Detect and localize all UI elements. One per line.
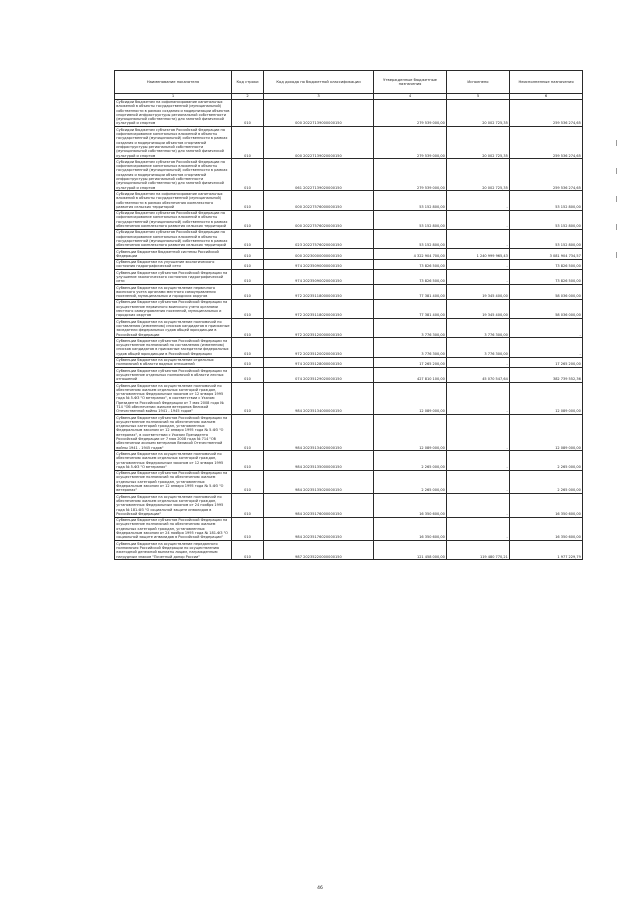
cell-approved: 427 810 100,00 bbox=[374, 368, 447, 383]
cell-line-code: 010 bbox=[232, 259, 264, 270]
cell-budget-code: 984 20235176020000150 bbox=[264, 517, 374, 540]
cell-approved: 73 826 500,00 bbox=[374, 270, 447, 285]
cell-budget-code: 984 20235135000000150 bbox=[264, 451, 374, 470]
cell-name: Субвенции бюджетам на улучшение экологического состояния гидрографической сети bbox=[115, 259, 232, 270]
cell-unexecuted: 58 036 000,00 bbox=[510, 285, 583, 300]
table-row bbox=[115, 159, 583, 191]
cell-approved: 4 322 904 700,00 bbox=[374, 249, 447, 260]
header-executed: Исполнено bbox=[447, 71, 510, 94]
cell-budget-code: 972 20235120020000150 bbox=[264, 338, 374, 357]
cell-executed: - bbox=[447, 470, 510, 493]
cell-name: Субвенции бюджетам на осуществление переданного полномочия Российской Федерации по осуществлению ежегодной денежной выплаты лицам, награжденным нагрудным знаком "Почетный донор России" bbox=[115, 541, 232, 560]
table-row bbox=[115, 415, 583, 451]
cell-name: Субвенции бюджетам субъектов Российской Федерации на осуществление первичного воинского учета органами местного самоуправления поселений, муниципальных и городских округов bbox=[115, 299, 232, 318]
cell-line-code: 010 bbox=[232, 270, 264, 285]
cell-approved: 3 776 300,00 bbox=[374, 338, 447, 357]
edge-mark bbox=[616, 252, 617, 258]
cell-unexecuted: 16 350 600,00 bbox=[510, 494, 583, 517]
cell-line-code: 010 bbox=[232, 159, 264, 191]
cell-name: Субсидии бюджетам на софинансирование капитальных вложений в объекты государственной (муниципальной) собственности в рамках обеспечения комплексного развития сельских территорий bbox=[115, 191, 232, 210]
cell-executed: 19 345 400,00 bbox=[447, 285, 510, 300]
cell-budget-code: 984 20235135020000150 bbox=[264, 470, 374, 493]
cell-executed: - bbox=[447, 210, 510, 229]
cell-budget-code: 987 20235220000000150 bbox=[264, 541, 374, 560]
cell-unexecuted: - bbox=[510, 319, 583, 338]
column-number: 4 bbox=[374, 94, 447, 100]
header-approved: Утвержденные бюджетные назначения bbox=[374, 71, 447, 94]
cell-executed: 45 070 547,64 bbox=[447, 368, 510, 383]
cell-line-code: 010 bbox=[232, 285, 264, 300]
column-number: 2 bbox=[232, 94, 264, 100]
edge-mark bbox=[616, 140, 617, 146]
cell-line-code: 010 bbox=[232, 99, 264, 127]
cell-executed: - bbox=[447, 270, 510, 285]
cell-executed: - bbox=[447, 357, 510, 368]
cell-budget-code: 000 20227139000000150 bbox=[264, 99, 374, 127]
table-row bbox=[115, 270, 583, 285]
column-number: 3 bbox=[264, 94, 374, 100]
table-row bbox=[115, 191, 583, 210]
table-row bbox=[115, 338, 583, 357]
cell-line-code: 010 bbox=[232, 368, 264, 383]
cell-executed: 1 240 999 965,43 bbox=[447, 249, 510, 260]
table-row bbox=[115, 210, 583, 229]
cell-approved: 53 152 800,00 bbox=[374, 191, 447, 210]
page-number: 46 bbox=[317, 886, 323, 891]
cell-line-code: 010 bbox=[232, 319, 264, 338]
cell-name: Субвенции бюджетам на осуществление полномочий по обеспечению жильем отдельных категорий граждан, установленных Федеральным законом от 24 ноября 1995 года № 181-ФЗ "О социальной защите инвалидов в Российской Федерации" bbox=[115, 494, 232, 517]
cell-name: Субвенции бюджетам на осуществление отдельных полномочий в области водных отношений bbox=[115, 357, 232, 368]
cell-approved: 53 152 800,00 bbox=[374, 210, 447, 229]
cell-name: Субвенции бюджетам субъектов Российской Федерации на улучшение экологического состояния гидрографической сети bbox=[115, 270, 232, 285]
cell-line-code: 010 bbox=[232, 210, 264, 229]
cell-budget-code: 974 20235090020000150 bbox=[264, 270, 374, 285]
cell-approved: 2 265 000,00 bbox=[374, 451, 447, 470]
cell-executed: 119 480 770,21 bbox=[447, 541, 510, 560]
cell-executed: - bbox=[447, 191, 510, 210]
header-kbk: Код дохода по бюджетной классификации bbox=[264, 71, 374, 94]
cell-unexecuted: 259 536 274,65 bbox=[510, 127, 583, 159]
column-number: 1 bbox=[115, 94, 232, 100]
cell-name: Субсидии бюджетам на софинансирование капитальных вложений в объекты государственной (муниципальной) собственности в рамках создания и модернизации объектов спортивной инфраструктуры региональной собственности (муниципальной собственности) для занятий физической культурой и спортом bbox=[115, 99, 232, 127]
cell-budget-code: 974 20235128000000150 bbox=[264, 357, 374, 368]
table-row bbox=[115, 99, 583, 127]
cell-name: Субвенции бюджетам на осуществление полномочий по обеспечению жильем отдельных категорий граждан, установленных Федеральным законом от 12 января 1995 года № 5-ФЗ "О ветеранах" bbox=[115, 451, 232, 470]
cell-approved: 279 539 000,00 bbox=[374, 159, 447, 191]
cell-line-code: 010 bbox=[232, 470, 264, 493]
cell-line-code: 010 bbox=[232, 494, 264, 517]
cell-line-code: 010 bbox=[232, 517, 264, 540]
cell-approved: 53 152 800,00 bbox=[374, 229, 447, 248]
cell-unexecuted: 73 826 500,00 bbox=[510, 259, 583, 270]
cell-line-code: 010 bbox=[232, 127, 264, 159]
cell-unexecuted: 53 152 800,00 bbox=[510, 191, 583, 210]
cell-name: Субвенции бюджетам субъектов Российской Федерации на осуществление полномочий по составлению (изменению) списков кандидатов в присяжные заседатели федеральных судов общей юрисдикции в Российской Федерации bbox=[115, 338, 232, 357]
cell-unexecuted: 382 739 552,36 bbox=[510, 368, 583, 383]
cell-unexecuted: 58 036 000,00 bbox=[510, 299, 583, 318]
cell-line-code: 010 bbox=[232, 191, 264, 210]
cell-budget-code: 972 20235120000000150 bbox=[264, 319, 374, 338]
cell-name: Субвенции бюджетам субъектов Российской Федерации на осуществление полномочий по обеспечению жильем отдельных категорий граждан, установленных Федеральным законом от 12 января 1995 года № 5-ФЗ "О ветеранах", в соответствии с Указом Президента Российской Федерации от 7 мая 2008 года № 714 "Об обеспечении жильем ветеранов Великой Отечественной войны 1941 - 1945 годов" bbox=[115, 415, 232, 451]
cell-executed: - bbox=[447, 383, 510, 415]
cell-line-code: 010 bbox=[232, 299, 264, 318]
table-row bbox=[115, 127, 583, 159]
cell-name: Субсидии бюджетам субъектов Российской Федерации на софинансирование капитальных вложений в объекты государственной (муниципальной) собственности в рамках создания и модернизации объектов спортивной инфраструктуры региональной собственности (муниципальной собственности) для занятий физической культурой и спортом bbox=[115, 127, 232, 159]
cell-unexecuted: 12 089 000,00 bbox=[510, 415, 583, 451]
cell-unexecuted: 1 977 229,79 bbox=[510, 541, 583, 560]
budget-execution-table bbox=[114, 70, 583, 560]
header-code: Код строки bbox=[232, 71, 264, 94]
cell-budget-code: 000 20230000000000150 bbox=[264, 249, 374, 260]
table-row bbox=[115, 470, 583, 493]
table-row bbox=[115, 494, 583, 517]
cell-line-code: 010 bbox=[232, 357, 264, 368]
cell-unexecuted: 3 081 904 734,57 bbox=[510, 249, 583, 260]
table-row bbox=[115, 383, 583, 415]
table-row bbox=[115, 285, 583, 300]
cell-budget-code: 074 20235129020000150 bbox=[264, 368, 374, 383]
cell-approved: 77 381 400,00 bbox=[374, 299, 447, 318]
cell-approved: 73 826 500,00 bbox=[374, 259, 447, 270]
cell-approved: 77 381 400,00 bbox=[374, 285, 447, 300]
header-name: Наименование показателя bbox=[115, 71, 232, 94]
cell-approved: 279 539 000,00 bbox=[374, 127, 447, 159]
cell-approved: 121 458 000,00 bbox=[374, 541, 447, 560]
cell-executed: 20 002 725,35 bbox=[447, 99, 510, 127]
cell-line-code: 010 bbox=[232, 249, 264, 260]
cell-unexecuted: 259 536 274,65 bbox=[510, 159, 583, 191]
cell-budget-code: 000 20227576000000150 bbox=[264, 191, 374, 210]
cell-name: Субсидии бюджетам субъектов Российской Федерации на софинансирование капитальных вложений в объекты государственной (муниципальной) собственности в рамках создания и модернизации объектов спортивной инфраструктуры региональной собственности (муниципальной собственности) для занятий физической культурой и спортом bbox=[115, 159, 232, 191]
cell-approved: 17 265 200,00 bbox=[374, 357, 447, 368]
cell-unexecuted: - bbox=[510, 338, 583, 357]
cell-executed: 3 776 300,00 bbox=[447, 338, 510, 357]
table-body bbox=[115, 99, 583, 560]
cell-unexecuted: 53 152 800,00 bbox=[510, 210, 583, 229]
table-row bbox=[115, 451, 583, 470]
edge-mark bbox=[616, 196, 617, 202]
column-number: 5 bbox=[447, 94, 510, 100]
cell-name: Субвенции бюджетам на осуществление полномочий по обеспечению жильем отдельных категорий граждан, установленных Федеральным законом от 12 января 1995 года № 5-ФЗ "О ветеранах", в соответствии с Указом Президента Российской Федерации от 7 мая 2008 года № 714 "Об обеспечении жильем ветеранов Великой Отечественной войны 1941 - 1945 годов" bbox=[115, 383, 232, 415]
header-unexecuted: Неисполненные назначения bbox=[510, 71, 583, 94]
cell-approved: 16 350 600,00 bbox=[374, 517, 447, 540]
cell-approved: 2 265 000,00 bbox=[374, 470, 447, 493]
cell-line-code: 010 bbox=[232, 229, 264, 248]
scan-edge-marks bbox=[616, 140, 618, 440]
cell-executed: 19 345 400,00 bbox=[447, 299, 510, 318]
cell-line-code: 010 bbox=[232, 541, 264, 560]
table-row bbox=[115, 299, 583, 318]
table-row bbox=[115, 259, 583, 270]
cell-approved: 279 539 000,00 bbox=[374, 99, 447, 127]
table-row bbox=[115, 517, 583, 540]
cell-executed: 3 776 300,00 bbox=[447, 319, 510, 338]
cell-name: Субвенции бюджетам субъектов Российской Федерации на осуществление отдельных полномочий в области лесных отношений bbox=[115, 368, 232, 383]
cell-name: Субсидии бюджетам субъектов Российской Федерации на софинансирование капитальных вложений в объекты государственной (муниципальной) собственности в рамках обеспечения комплексного развития сельских территорий bbox=[115, 229, 232, 248]
cell-budget-code: 023 20227576020000150 bbox=[264, 229, 374, 248]
cell-line-code: 010 bbox=[232, 338, 264, 357]
table-row bbox=[115, 357, 583, 368]
column-number: 6 bbox=[510, 94, 583, 100]
cell-budget-code: 000 20227139020000150 bbox=[264, 127, 374, 159]
cell-unexecuted: 53 152 800,00 bbox=[510, 229, 583, 248]
cell-executed: 20 002 725,35 bbox=[447, 159, 510, 191]
cell-approved: 12 089 000,00 bbox=[374, 383, 447, 415]
cell-executed: - bbox=[447, 229, 510, 248]
cell-executed: - bbox=[447, 451, 510, 470]
cell-approved: 16 350 600,00 bbox=[374, 494, 447, 517]
cell-executed: - bbox=[447, 517, 510, 540]
table-row bbox=[115, 249, 583, 260]
table-row bbox=[115, 319, 583, 338]
cell-unexecuted: 73 826 500,00 bbox=[510, 270, 583, 285]
document-page bbox=[114, 70, 582, 560]
table-row bbox=[115, 541, 583, 560]
cell-unexecuted: 259 536 274,65 bbox=[510, 99, 583, 127]
cell-name: Субвенции бюджетам на осуществление первичного воинского учета органами местного самоуправления поселений, муниципальных и городских округов bbox=[115, 285, 232, 300]
cell-name: Субвенции бюджетам субъектов Российской Федерации на осуществление полномочий по обеспечению жильем отдельных категорий граждан, установленных Федеральным законом от 24 ноября 1995 года № 181-ФЗ "О социальной защите инвалидов в Российской Федерации" bbox=[115, 517, 232, 540]
cell-line-code: 010 bbox=[232, 383, 264, 415]
edge-mark bbox=[616, 168, 617, 174]
cell-unexecuted: 17 265 200,00 bbox=[510, 357, 583, 368]
cell-name: Субвенции бюджетам бюджетной системы Российской Федерации bbox=[115, 249, 232, 260]
cell-unexecuted: 12 089 000,00 bbox=[510, 383, 583, 415]
table-row bbox=[115, 229, 583, 248]
cell-budget-code: 061 20227139020000150 bbox=[264, 159, 374, 191]
cell-budget-code: 972 20235118000000150 bbox=[264, 285, 374, 300]
cell-budget-code: 972 20235118020000150 bbox=[264, 299, 374, 318]
cell-unexecuted: 16 350 600,00 bbox=[510, 517, 583, 540]
table-row bbox=[115, 368, 583, 383]
table-header-row bbox=[115, 71, 583, 94]
cell-name: Субвенции бюджетам субъектов Российской Федерации на осуществление полномочий по обеспечению жильем отдельных категорий граждан, установленных Федеральным законом от 12 января 1995 года № 5-ФЗ "О ветеранах" bbox=[115, 470, 232, 493]
cell-executed: - bbox=[447, 494, 510, 517]
cell-approved: 3 776 300,00 bbox=[374, 319, 447, 338]
cell-executed: 20 002 725,35 bbox=[447, 127, 510, 159]
cell-executed: - bbox=[447, 259, 510, 270]
cell-approved: 12 089 000,00 bbox=[374, 415, 447, 451]
edge-mark bbox=[616, 224, 617, 230]
cell-unexecuted: 2 265 000,00 bbox=[510, 470, 583, 493]
cell-budget-code: 000 20227576020000150 bbox=[264, 210, 374, 229]
cell-unexecuted: 2 265 000,00 bbox=[510, 451, 583, 470]
cell-line-code: 010 bbox=[232, 451, 264, 470]
cell-budget-code: 974 20235090000000150 bbox=[264, 259, 374, 270]
cell-budget-code: 984 20235134000000150 bbox=[264, 383, 374, 415]
cell-executed: - bbox=[447, 415, 510, 451]
cell-name: Субвенции бюджетам на осуществление полномочий по составлению (изменению) списков кандидатов в присяжные заседатели федеральных судов общей юрисдикции в Российской Федерации bbox=[116, 319, 230, 337]
cell-line-code: 010 bbox=[232, 415, 264, 451]
cell-budget-code: 984 20235176000000150 bbox=[264, 494, 374, 517]
cell-budget-code: 984 20235134020000150 bbox=[264, 415, 374, 451]
cell-name: Субсидии бюджетам субъектов Российской Федерации на софинансирование капитальных вложений в объекты государственной (муниципальной) собственности в рамках обеспечения комплексного развития сельских территорий bbox=[115, 210, 232, 229]
